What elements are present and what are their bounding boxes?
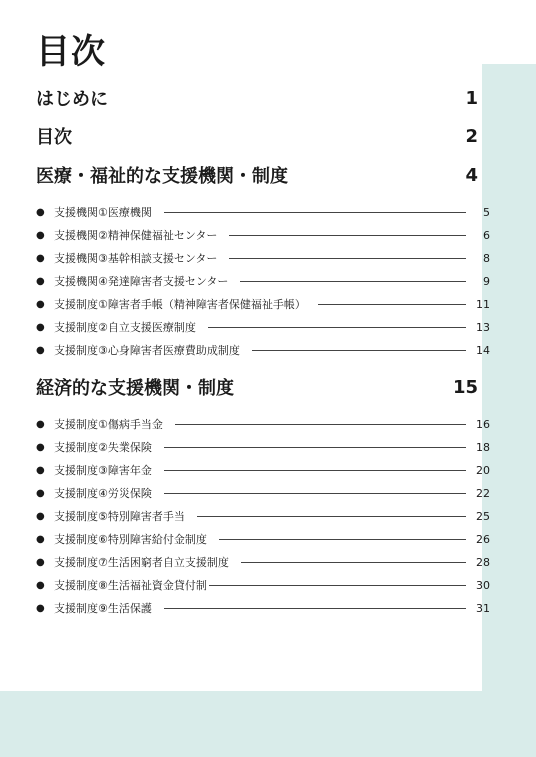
toc-item[interactable] [36, 461, 490, 479]
leader-line [175, 424, 466, 425]
toc-item[interactable] [36, 318, 490, 336]
item-page: 6 [483, 228, 490, 242]
toc-item[interactable] [36, 226, 490, 244]
toc-item[interactable] [36, 341, 490, 359]
leader-line [229, 258, 466, 259]
item-label: 支援制度⑦生活困窮者自立支援制度 [54, 556, 229, 569]
bullet-icon: ● [36, 298, 45, 310]
item-label: 支援制度③障害年金 [54, 464, 152, 477]
item-page: 26 [476, 532, 490, 546]
bullet-icon: ● [36, 464, 45, 476]
bullet-icon: ● [36, 510, 45, 522]
leader-line [240, 281, 466, 282]
leader-line [219, 539, 466, 540]
toc-item[interactable] [36, 553, 490, 571]
bullet-icon: ● [36, 487, 45, 499]
section-page: 2 [465, 125, 478, 147]
leader-line [164, 470, 466, 471]
toc-section-economic[interactable] [36, 373, 478, 401]
bullet-icon: ● [36, 275, 45, 287]
section-page: 1 [465, 87, 478, 109]
item-label: 支援制度⑧生活福祉資金貸付制 [54, 579, 207, 592]
toc-item[interactable] [36, 203, 490, 221]
leader-line [208, 327, 466, 328]
section-page: 15 [452, 376, 478, 398]
item-label: 支援制度②自立支援医療制度 [54, 321, 196, 334]
item-page: 28 [476, 555, 490, 569]
item-page: 31 [476, 601, 490, 615]
bullet-icon: ● [36, 252, 45, 264]
toc-item[interactable] [36, 438, 490, 456]
item-page: 8 [483, 251, 490, 265]
item-page: 13 [476, 320, 490, 334]
toc-item[interactable] [36, 295, 490, 313]
item-label: 支援制度④労災保険 [54, 487, 152, 500]
leader-line [252, 350, 466, 351]
leader-line [229, 235, 466, 236]
section-label: 経済的な支援機関・制度 [36, 378, 234, 399]
bullet-icon: ● [36, 418, 45, 430]
bullet-icon: ● [36, 533, 45, 545]
item-label: 支援制度②失業保険 [54, 441, 152, 454]
leader-line [164, 447, 466, 448]
leader-line [164, 493, 466, 494]
item-label: 支援制度⑤特別障害者手当 [54, 510, 185, 523]
toc-item[interactable] [36, 249, 490, 267]
leader-line [197, 516, 466, 517]
bullet-icon: ● [36, 229, 45, 241]
item-label: 支援機関④発達障害者支援センター [54, 275, 229, 288]
item-page: 18 [476, 440, 490, 454]
item-page: 11 [476, 297, 490, 311]
leader-line [164, 212, 466, 213]
toc-section-medical[interactable] [36, 161, 478, 189]
toc-item[interactable] [36, 530, 490, 548]
bullet-icon: ● [36, 602, 45, 614]
item-page: 30 [476, 578, 490, 592]
leader-line [209, 585, 466, 586]
item-page: 9 [483, 274, 490, 288]
item-label: 支援制度③心身障害者医療費助成制度 [54, 344, 240, 357]
item-page: 25 [476, 509, 490, 523]
item-label: 支援機関③基幹相談支援センター [54, 252, 218, 265]
page-title: 目次 [36, 32, 106, 72]
leader-line [318, 304, 466, 305]
item-page: 14 [476, 343, 490, 357]
leader-line [164, 608, 466, 609]
item-label: 支援制度⑥特別障害給付金制度 [54, 533, 207, 546]
toc-item[interactable] [36, 415, 490, 433]
item-label: 支援制度①障害者手帳（精神障害者保健福祉手帳） [54, 298, 306, 311]
bullet-icon: ● [36, 206, 45, 218]
section-label: 医療・福祉的な支援機関・制度 [36, 166, 288, 187]
item-label: 支援制度⑨生活保護 [54, 602, 152, 615]
item-page: 5 [483, 205, 490, 219]
bullet-icon: ● [36, 441, 45, 453]
section-label: 目次 [36, 127, 72, 148]
toc-item[interactable] [36, 272, 490, 290]
toc-section-intro[interactable] [36, 84, 478, 112]
bullet-icon: ● [36, 344, 45, 356]
item-page: 16 [476, 417, 490, 431]
toc-item[interactable] [36, 599, 490, 617]
bullet-icon: ● [36, 579, 45, 591]
section-page: 4 [465, 164, 478, 186]
item-page: 20 [476, 463, 490, 477]
item-label: 支援機関①医療機関 [54, 206, 152, 219]
item-label: 支援機関②精神保健福祉センター [54, 229, 218, 242]
toc-item[interactable] [36, 576, 490, 594]
toc-item[interactable] [36, 507, 490, 525]
bullet-icon: ● [36, 321, 45, 333]
toc-item[interactable] [36, 484, 490, 502]
bullet-icon: ● [36, 556, 45, 568]
item-page: 22 [476, 486, 490, 500]
section-label: はじめに [36, 89, 108, 110]
item-label: 支援制度①傷病手当金 [54, 418, 163, 431]
toc-section-contents[interactable] [36, 122, 478, 150]
leader-line [241, 562, 466, 563]
